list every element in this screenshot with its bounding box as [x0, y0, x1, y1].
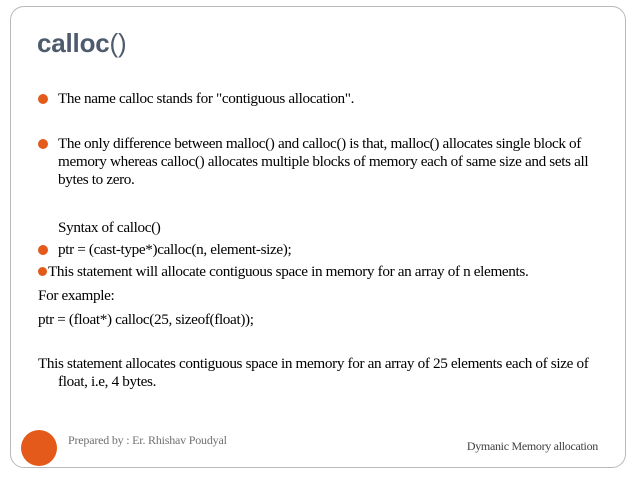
footer-circle-decoration	[21, 430, 57, 466]
example-code-row	[38, 311, 608, 329]
statement-text: This statement will allocate contiguous space in memory for an array of n elements.	[48, 263, 529, 280]
syntax-label-row	[38, 219, 608, 237]
example-label: For example:	[38, 287, 115, 304]
footer-author: Prepared by : Er. Rhishav Poudyal	[68, 433, 227, 447]
syntax-line: ptr = (cast-type*)calloc(n, element-size);	[58, 241, 292, 258]
slide-content	[38, 90, 608, 391]
bullet-dot-icon	[38, 245, 48, 255]
example-explanation-row	[38, 355, 608, 391]
bullet-dot-icon	[38, 139, 48, 149]
bullet-item-1	[38, 90, 608, 108]
bullet-item-2	[38, 135, 608, 189]
title-parentheses: ()	[109, 28, 127, 58]
bullet-dot-icon	[38, 94, 48, 104]
footer-topic: Dymanic Memory allocation	[466, 439, 598, 453]
bullet-text: The only difference between malloc() and calloc() is that, malloc() allocates single block of memory whereas calloc() allocates multiple blocks of memory each of same size and sets all bytes to zero.	[58, 135, 589, 188]
syntax-label: Syntax of calloc()	[58, 219, 161, 236]
example-explanation: This statement allocates contiguous space in memory for an array of 25 elements each of size of float, i.e, 4 bytes.	[38, 355, 589, 390]
bullet-dot-icon	[38, 267, 47, 276]
example-code: ptr = (float*) calloc(25, sizeof(float));	[38, 311, 254, 328]
title-function-name: calloc	[37, 28, 110, 58]
example-label-row	[38, 287, 608, 305]
statement-row	[38, 263, 608, 281]
bullet-text: The name calloc stands for "contiguous allocation".	[58, 90, 355, 107]
syntax-line-row	[38, 241, 608, 259]
slide-title	[37, 28, 126, 59]
